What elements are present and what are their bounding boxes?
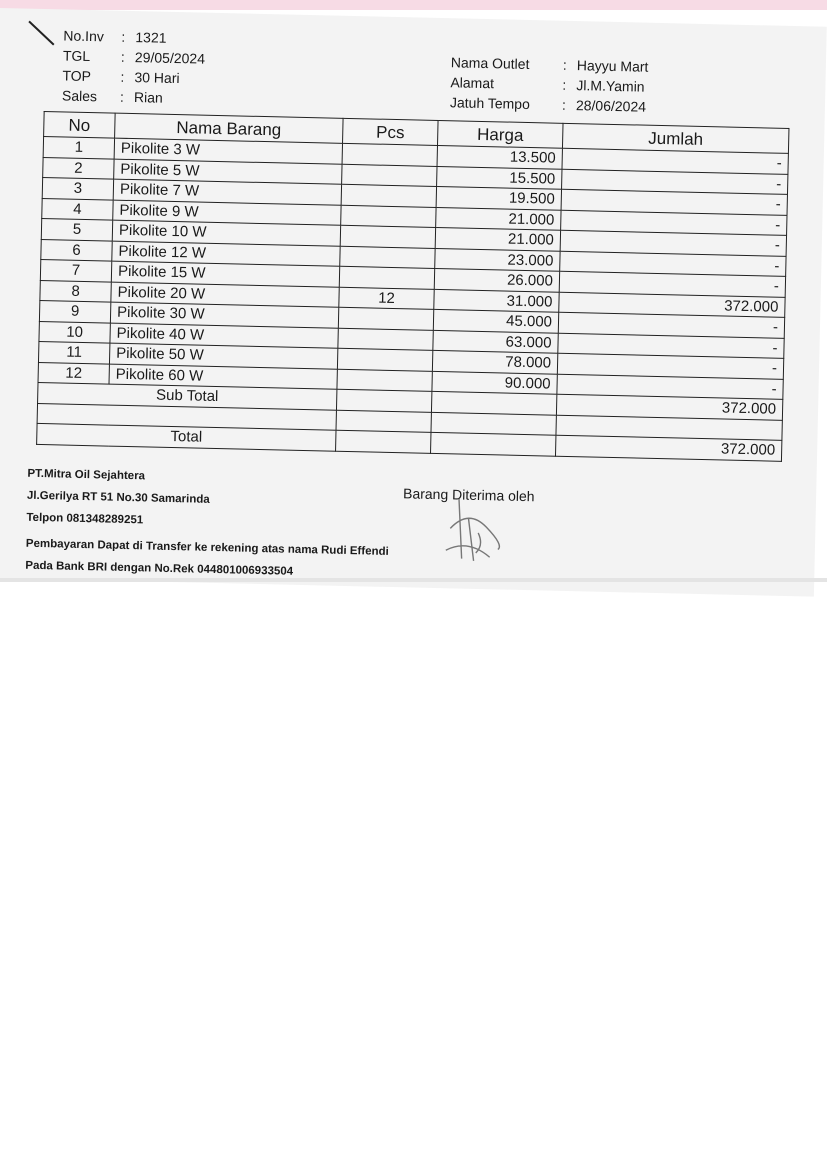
separator: : [562, 56, 567, 73]
row-no: 10 [39, 321, 110, 343]
due-date-label: Jatuh Tempo [449, 94, 531, 113]
row-jumlah: - [558, 312, 784, 338]
invoice-number-label: No.Inv [63, 27, 105, 45]
row-harga: 23.000 [435, 248, 560, 271]
total-value: 372.000 [555, 435, 781, 461]
invoice-receipt [0, 8, 827, 597]
row-harga: 15.500 [437, 166, 562, 189]
row-nama-barang: Pikolite 5 W [114, 159, 342, 185]
payment-note: Pembayaran Dapat di Transfer ke rekening atas nama Rudi Effendi [25, 537, 389, 558]
row-nama-barang: Pikolite 40 W [110, 323, 338, 349]
row-pcs [337, 369, 432, 392]
row-jumlah: - [558, 333, 784, 359]
row-harga: 21.000 [436, 207, 561, 230]
row-jumlah: - [561, 210, 787, 236]
company-name: PT.Mitra Oil Sejahtera [27, 467, 146, 483]
blank-cell [431, 412, 556, 435]
row-no: 8 [40, 280, 111, 302]
row-harga: 45.000 [433, 309, 558, 332]
sales-row [62, 85, 204, 108]
top-value: 30 Hari [134, 69, 180, 87]
subtotal-empty-cell [336, 389, 431, 412]
row-no: 3 [42, 178, 113, 200]
row-no: 5 [41, 219, 112, 241]
total-empty-cell [431, 432, 556, 455]
received-by-label: Barang Diterima oleh [402, 485, 535, 505]
row-harga: 78.000 [432, 350, 557, 373]
row-nama-barang: Pikolite 15 W [111, 261, 339, 287]
separator: : [120, 48, 125, 65]
row-jumlah: - [559, 271, 785, 297]
company-address: Jl.Gerilya RT 51 No.30 Samarinda [26, 489, 210, 506]
sales-value: Rian [133, 89, 163, 106]
row-nama-barang: Pikolite 50 W [109, 343, 337, 369]
row-nama-barang: Pikolite 10 W [112, 220, 340, 246]
row-pcs [342, 164, 437, 187]
row-nama-barang: Pikolite 9 W [113, 200, 341, 226]
row-jumlah: - [561, 189, 787, 215]
date-value: 29/05/2024 [134, 49, 206, 67]
items-table [36, 111, 789, 461]
separator: : [561, 96, 567, 113]
outlet-value: Hayyu Mart [576, 57, 649, 75]
row-nama-barang: Pikolite 12 W [112, 241, 340, 267]
row-pcs: 12 [339, 287, 434, 310]
row-jumlah: - [562, 148, 788, 174]
row-nama-barang: Pikolite 60 W [109, 364, 337, 390]
row-no: 1 [43, 137, 114, 159]
due-date-row [450, 92, 648, 116]
invoice-header-left [62, 25, 206, 108]
row-no: 7 [40, 259, 111, 281]
separator: : [119, 88, 125, 105]
total-label: Total [37, 423, 336, 450]
row-nama-barang: Pikolite 3 W [114, 138, 342, 164]
column-header-harga: Harga [437, 120, 563, 148]
row-no: 4 [42, 198, 113, 220]
row-jumlah: - [560, 251, 786, 277]
outlet-label: Nama Outlet [450, 54, 530, 73]
row-no: 12 [38, 362, 109, 384]
address-value: Jl.M.Yamin [576, 77, 645, 95]
total-empty-cell [336, 430, 431, 453]
company-footer [25, 463, 391, 585]
column-header-jumlah: Jumlah [562, 123, 789, 153]
row-pcs [339, 266, 434, 289]
row-harga: 13.500 [437, 145, 562, 168]
row-no: 11 [38, 341, 109, 363]
row-jumlah: - [562, 169, 788, 195]
row-nama-barang: Pikolite 7 W [113, 179, 341, 205]
row-jumlah: - [557, 353, 783, 379]
row-harga: 19.500 [436, 186, 561, 209]
row-harga: 63.000 [433, 330, 558, 353]
top-label: TOP [62, 67, 92, 85]
separator: : [120, 68, 125, 85]
separator: : [121, 28, 126, 45]
subtotal-value: 372.000 [556, 394, 782, 420]
row-no: 9 [39, 300, 110, 322]
row-nama-barang: Pikolite 30 W [110, 302, 338, 328]
row-harga: 26.000 [434, 268, 559, 291]
row-pcs [340, 246, 435, 269]
date-label: TGL [62, 47, 91, 65]
row-pcs [341, 184, 436, 207]
company-phone: Telpon 081348289251 [26, 511, 144, 527]
column-header-nama-barang: Nama Barang [115, 113, 344, 143]
blank-cell [336, 410, 431, 433]
column-header-no: No [44, 112, 116, 139]
due-date-value: 28/06/2024 [575, 97, 647, 115]
row-jumlah: 372.000 [559, 292, 785, 318]
column-header-pcs: Pcs [343, 118, 439, 145]
row-jumlah: - [557, 374, 783, 400]
row-harga: 21.000 [435, 227, 560, 250]
row-pcs [338, 307, 433, 330]
subtotal-label: Sub Total [38, 382, 337, 409]
row-jumlah: - [560, 230, 786, 256]
bank-note: Pada Bank BRI dengan No.Rek 044801006933504 [25, 559, 294, 578]
row-no: 6 [41, 239, 112, 261]
top-edge-strip [0, 0, 827, 10]
row-pcs [337, 348, 432, 371]
pen-mark [28, 21, 54, 46]
row-harga: 31.000 [434, 289, 559, 312]
row-nama-barang: Pikolite 20 W [111, 282, 339, 308]
row-pcs [342, 143, 437, 166]
receipt-bottom-edge [0, 578, 827, 582]
signature-scribble [427, 488, 519, 570]
row-no: 2 [43, 157, 114, 179]
sales-label: Sales [61, 87, 98, 105]
address-label: Alamat [450, 74, 495, 92]
subtotal-empty-cell [431, 391, 556, 414]
separator: : [562, 76, 567, 93]
row-harga: 90.000 [432, 371, 557, 394]
signature-stroke [446, 498, 501, 561]
row-pcs [340, 225, 435, 248]
invoice-number-value: 1321 [135, 29, 167, 46]
row-pcs [338, 328, 433, 351]
row-pcs [341, 205, 436, 228]
invoice-header-right [450, 52, 649, 116]
